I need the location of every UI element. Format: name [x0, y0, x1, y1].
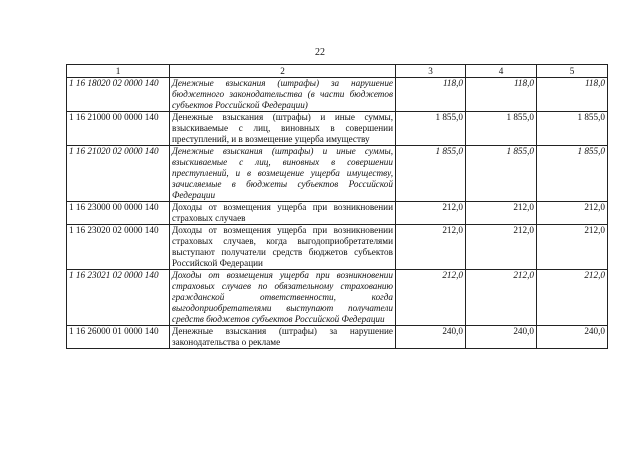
- row-description: Денежные взыскания (штрафы) и иные суммы, взыскиваемые с лиц, виновных в совершении преступлений, и в возмещение ущерба имуществу: [170, 112, 396, 146]
- table-row: [67, 202, 608, 225]
- table-row: [67, 326, 608, 349]
- row-description: Доходы от возмещения ущерба при возникновении страховых случаев по обязательному страхованию гражданской ответственности, когда выгодоприобретателями выступают получатели средств бюджетов субъектов Российской Федерации: [170, 270, 396, 326]
- row-value-col4: 240,0: [466, 326, 537, 349]
- row-description: Доходы от возмещения ущерба при возникновении страховых случаев, когда выгодоприобретателями выступают получатели средств бюджетов субъектов Российской Федерации: [170, 225, 396, 270]
- header-col-2: 2: [170, 65, 396, 78]
- row-value-col3: 240,0: [396, 326, 466, 349]
- row-value-col3: 212,0: [396, 202, 466, 225]
- table-row: [67, 112, 608, 146]
- header-col-3: 3: [396, 65, 466, 78]
- row-code: 1 16 23021 02 0000 140: [67, 270, 170, 326]
- row-code: 1 16 21000 00 0000 140: [67, 112, 170, 146]
- row-value-col3: 212,0: [396, 225, 466, 270]
- row-code: 1 16 18020 02 0000 140: [67, 78, 170, 112]
- row-code: 1 16 23020 02 0000 140: [67, 225, 170, 270]
- header-col-4: 4: [466, 65, 537, 78]
- row-value-col5: 1 855,0: [537, 146, 608, 202]
- table-row: [67, 146, 608, 202]
- row-description: Денежные взыскания (штрафы) за нарушение бюджетного законодательства (в части бюджетов субъектов Российской Федерации): [170, 78, 396, 112]
- budget-table: [66, 64, 608, 349]
- row-code: 1 16 26000 01 0000 140: [67, 326, 170, 349]
- header-col-5: 5: [537, 65, 608, 78]
- table-row: [67, 78, 608, 112]
- row-value-col5: 212,0: [537, 202, 608, 225]
- table-row: [67, 225, 608, 270]
- row-description: Денежные взыскания (штрафы) за нарушение законодательства о рекламе: [170, 326, 396, 349]
- row-code: 1 16 23000 00 0000 140: [67, 202, 170, 225]
- header-col-1: 1: [67, 65, 170, 78]
- row-value-col4: 1 855,0: [466, 146, 537, 202]
- row-value-col5: 212,0: [537, 225, 608, 270]
- page-number: 22: [315, 47, 325, 58]
- row-value-col5: 240,0: [537, 326, 608, 349]
- row-description: Денежные взыскания (штрафы) и иные суммы, взыскиваемые с лиц, виновных в совершении преступлений, и в возмещение ущерба имуществу, зачисляемые в бюджеты субъектов Российской Федерации: [170, 146, 396, 202]
- table-header-row: [67, 65, 608, 78]
- row-value-col3: 1 855,0: [396, 146, 466, 202]
- row-value-col5: 1 855,0: [537, 112, 608, 146]
- row-value-col4: 212,0: [466, 202, 537, 225]
- row-value-col4: 1 855,0: [466, 112, 537, 146]
- row-value-col3: 1 855,0: [396, 112, 466, 146]
- row-value-col5: 118,0: [537, 78, 608, 112]
- row-value-col3: 212,0: [396, 270, 466, 326]
- row-value-col4: 212,0: [466, 270, 537, 326]
- row-description: Доходы от возмещения ущерба при возникновении страховых случаев: [170, 202, 396, 225]
- row-value-col4: 212,0: [466, 225, 537, 270]
- row-code: 1 16 21020 02 0000 140: [67, 146, 170, 202]
- row-value-col5: 212,0: [537, 270, 608, 326]
- row-value-col4: 118,0: [466, 78, 537, 112]
- row-value-col3: 118,0: [396, 78, 466, 112]
- table-row: [67, 270, 608, 326]
